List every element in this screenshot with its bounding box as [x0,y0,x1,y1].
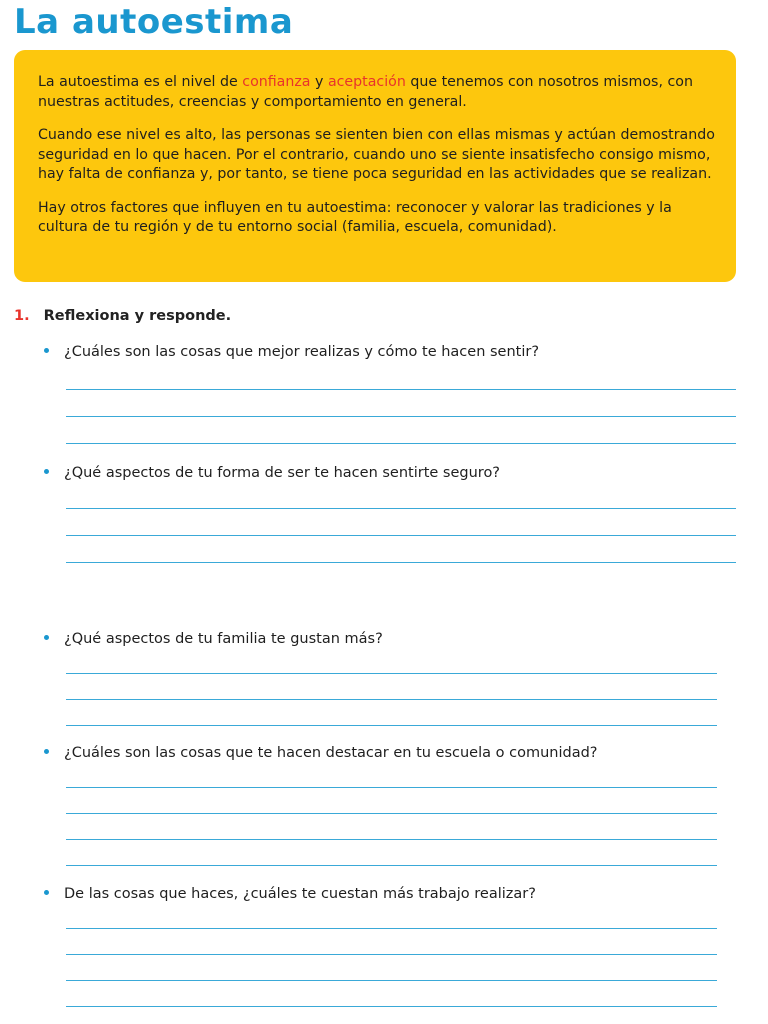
answer-line-1-1[interactable] [66,389,736,390]
answer-line-3-1[interactable] [66,673,717,674]
answer-line-4-1[interactable] [66,787,717,788]
answer-line-5-4[interactable] [66,1006,717,1007]
question-3 [44,631,383,647]
answer-line-4-3[interactable] [66,839,717,840]
highlight-confianza: confianza [242,74,311,90]
answer-line-4-4[interactable] [66,865,717,866]
answer-line-5-3[interactable] [66,980,717,981]
definition-text-start: La autoestima es el nivel de [38,74,243,90]
answer-line-4-2[interactable] [66,813,717,814]
question-2 [44,465,500,481]
question-text: ¿Cuáles son las cosas que mejor realizas y cómo te hacen sentir? [64,344,540,360]
answer-line-3-2[interactable] [66,699,717,700]
question-text: ¿Cuáles son las cosas que te hacen destacar en tu escuela o comunidad? [64,745,598,761]
answer-line-2-3[interactable] [66,562,736,563]
bullet-icon [44,469,49,474]
bullet-icon [44,348,49,353]
answer-line-3-3[interactable] [66,725,717,726]
answer-line-1-3[interactable] [66,443,736,444]
question-text: De las cosas que haces, ¿cuáles te cuestan más trabajo realizar? [64,886,536,902]
question-1 [44,344,539,360]
bullet-icon [44,635,49,640]
activity-number: 1. [14,308,30,324]
answer-line-5-2[interactable] [66,954,717,955]
definition-text-end: que tenemos con nosotros mismos, con nuestras actitudes, creencias y comportamiento en general. [38,74,693,110]
factors-paragraph: Hay otros factores que influyen en tu autoestima: reconocer y valorar las tradiciones y la cultura de tu región y de tu entorno social (familia, escuela, comunidad). [38,199,672,235]
question-text: ¿Qué aspectos de tu familia te gustan más? [64,631,383,647]
question-text: ¿Qué aspectos de tu forma de ser te hacen sentirte seguro? [64,465,501,481]
explanation-paragraph: Cuando ese nivel es alto, las personas se sienten bien con ellas mismas y actúan demostrando seguridad en lo que hacen. Por el contrario, cuando uno se siente insatisfecho consigo mismo, hay falta de confianza y, por tanto, se tiene poca seguridad en las actividades que se realizan. [38,127,715,182]
answer-line-5-1[interactable] [66,928,717,929]
definition-paragraph [38,73,716,112]
bullet-icon [44,749,49,754]
definition-box [14,50,736,282]
question-4 [44,745,597,761]
question-5 [44,886,536,902]
highlight-aceptacion: aceptación [327,74,406,90]
bullet-icon [44,890,49,895]
definition-text-mid: y [310,74,328,90]
activity-instruction: Reflexiona y responde. [43,308,232,324]
answer-line-2-1[interactable] [66,508,736,509]
page-title: La autoestima [14,2,294,42]
answer-line-2-2[interactable] [66,535,736,536]
answer-line-1-2[interactable] [66,416,736,417]
activity-heading [14,308,231,324]
